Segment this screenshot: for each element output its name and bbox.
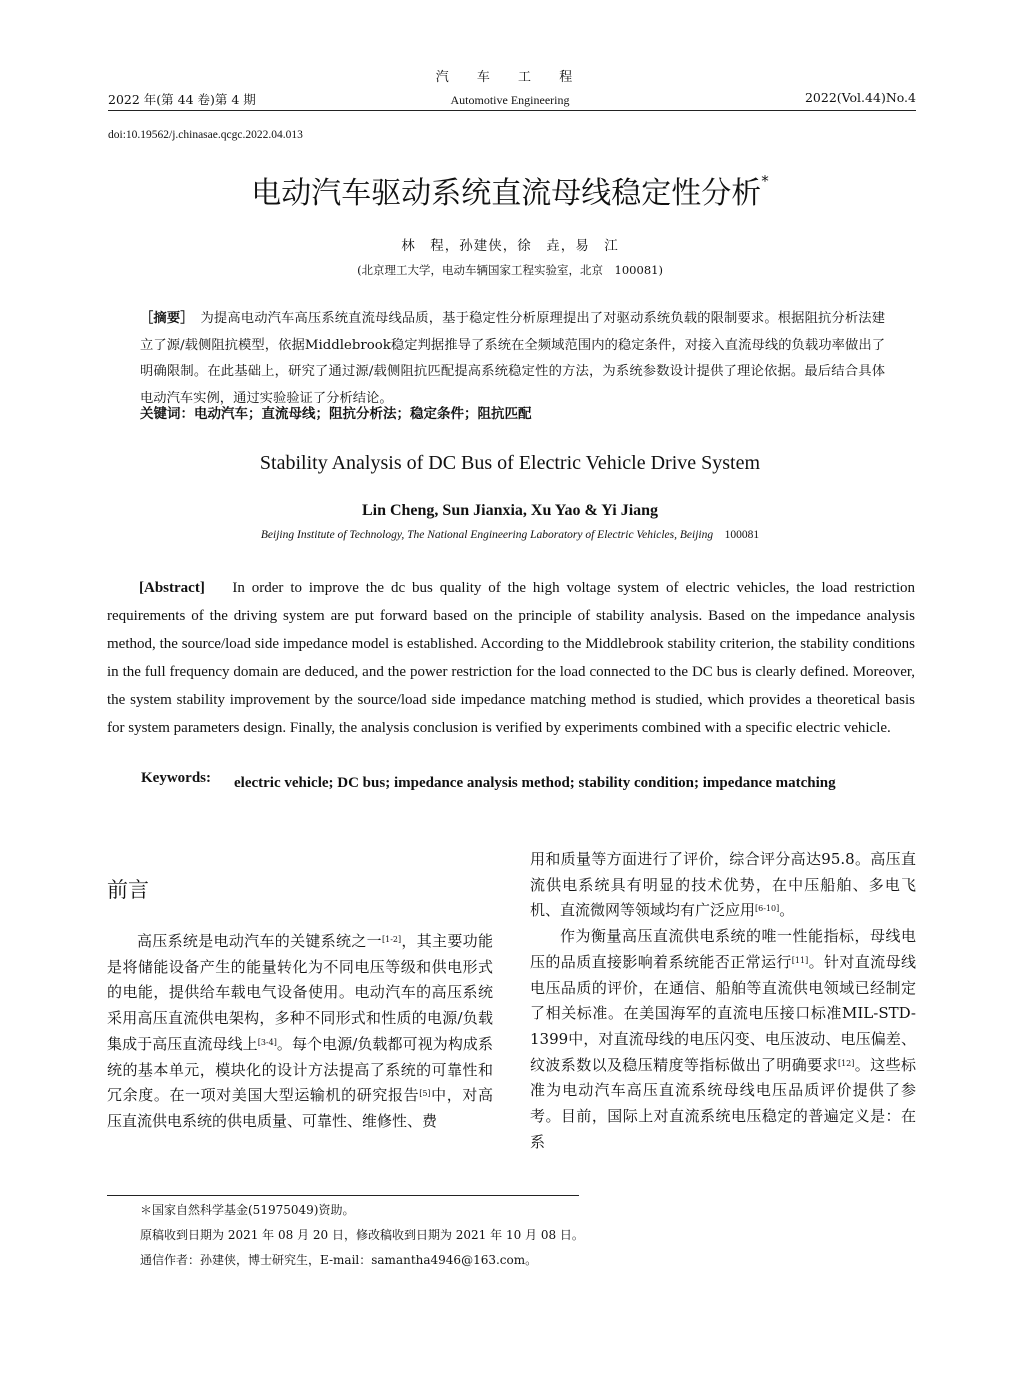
issue-en: 2022(Vol.44)No.4 bbox=[804, 90, 916, 105]
footnote-contact: 通信作者：孙建侠，博士研究生，E-mail：samantha4946@163.com。 bbox=[140, 1253, 538, 1267]
affiliation-en bbox=[0, 529, 1020, 541]
affiliation-en-zip: 100081 bbox=[724, 529, 760, 541]
abstract-cn-label: ［摘要］ bbox=[140, 311, 188, 326]
text-run: 用和质量等方面进行了评价，综合评分高达95.8。高压直流供电系统具有明显的技术优势，在中压船舶、多电飞机、直流微网等领域均有广泛应用 bbox=[530, 850, 916, 920]
citation: [12] bbox=[837, 1058, 855, 1068]
citation: [11] bbox=[791, 955, 809, 965]
right-column bbox=[530, 847, 916, 1155]
citation: [3-4] bbox=[257, 1037, 277, 1047]
header-rule bbox=[108, 110, 916, 111]
title-cn bbox=[0, 168, 1020, 212]
abstract-cn bbox=[140, 306, 885, 412]
affiliation-en-text: Beijing Institute of Technology, The National Engineering Laboratory of Electric Vehicles, Beijing bbox=[260, 529, 714, 541]
title-footnote-mark: * bbox=[761, 172, 769, 190]
footnote-dates: 原稿收到日期为 2021 年 08 月 20 日，修改稿收到日期为 2021 年 10 月 08 日。 bbox=[140, 1228, 584, 1242]
title-en: Stability Analysis of DC Bus of Electric Vehicle Drive System bbox=[259, 452, 761, 474]
text-run: 。每个电源/负载都可视为构成系统的基本单元，模块化的设计方法提高了系统的可靠性和冗余度。在一项对美国大型运输机的研究报告 bbox=[107, 1034, 493, 1105]
section-title: 前言 bbox=[107, 878, 149, 902]
text-run: 。 bbox=[779, 901, 795, 920]
authors-en: Lin Cheng, Sun Jianxia, Xu Yao & Yi Jiang bbox=[361, 502, 659, 519]
journal-name-en: Automotive Engineering bbox=[450, 93, 570, 107]
abstract-en-label: [Abstract] bbox=[139, 580, 205, 596]
journal-name-cn: 汽 车 工 程 bbox=[435, 70, 585, 85]
abstract-cn-text: 为提高电动汽车高压系统直流母线品质，基于稳定性分析原理提出了对驱动系统负载的限制要求。根据阻抗分析法建立了源/载侧阻抗模型，依据Middlebrook稳定判据推导了系统在全频域范围内的稳定条件，对接入直流母线的负载功率做出了明确限制。在此基础上，研究了通过源/载侧阻抗匹配提高系统稳定性的方法，为系统参数设计提供了理论依据。最后结合具体电动汽车实例，通过实验验证了分析结论。 bbox=[140, 311, 886, 406]
text-run: ，其主要功能是将储能设备产生的能量转化为不同电压等级和供电形式的电能，提供给车载电气设备使用。电动汽车的高压系统采用高压直流供电架构，多种不同形式和性质的电源/负载集成于高压直流母线上 bbox=[107, 932, 493, 1053]
text-run: 作为衡量高压直流供电系统的唯一性能指标，母线电压的品质直接影响着系统能否正常运行 bbox=[530, 927, 916, 971]
abstract-en bbox=[107, 574, 915, 742]
keywords-en-label: Keywords: bbox=[141, 770, 211, 786]
footnote-fund: ＊国家自然科学基金(51975049)资助。 bbox=[140, 1203, 355, 1217]
left-column bbox=[107, 929, 493, 1135]
citation: [5] bbox=[419, 1089, 431, 1099]
abstract-en-text: In order to improve the dc bus quality of the high voltage system of electric vehicles, the load restriction requirements of the driving system are put forward based on the principle of stability analysis. Based on the impedance analysis method, the source/load side impedance model is established. According to the Middlebrook stability criterion, the stability conditions in the full frequency domain are deduced, and the power restriction for the load connected to the DC bus is clearly defined. Moreover, the system stability improvement by the source/load side impedance matching method is studied, which provides a theoretical basis for system parameters design. Finally, the analysis conclusion is verified by experiments combined with a specific electric vehicle. bbox=[107, 580, 916, 736]
text-run: 。针对直流母线电压品质的评价，在通信、船舶等直流供电领域已经制定了相关标准。在美国海军的直流电压接口标准MIL-STD-1399中，对直流母线的电压闪变、电压波动、电压偏差、纹波系数以及稳压精度等指标做出了明确要求 bbox=[530, 952, 916, 1074]
title-cn-text: 电动汽车驱动系统直流母线稳定性分析 bbox=[251, 176, 762, 211]
footnote-rule bbox=[107, 1195, 579, 1196]
citation: [1-2] bbox=[381, 935, 402, 944]
paragraph bbox=[530, 924, 916, 1155]
text-run: 高压系统是电动汽车的关键系统之一 bbox=[137, 932, 382, 950]
paragraph bbox=[530, 847, 916, 924]
paragraph bbox=[107, 929, 493, 1135]
issue-cn: 2022 年(第 44 卷)第 4 期 bbox=[108, 92, 256, 107]
citation: [6-10] bbox=[755, 904, 780, 914]
text-run: 。这些标准为电动汽车高压直流系统母线电压品质评价提供了参考。目前，国际上对直流系统电压稳定的普遍定义是：在系 bbox=[530, 1055, 916, 1151]
keywords-en-text: electric vehicle; DC bus; impedance analysis method; stability condition; impedance matching bbox=[234, 775, 836, 791]
keywords-cn: 关键词：电动汽车；直流母线；阻抗分析法；稳定条件；阻抗匹配 bbox=[140, 406, 532, 422]
authors-cn: 林 程，孙建侠，徐 垚，易 江 bbox=[401, 238, 619, 254]
doi: doi:10.19562/j.chinasae.qcgc.2022.04.013 bbox=[108, 129, 303, 141]
text-run: 中，对高压直流供电系统的供电质量、可靠性、维修性、费 bbox=[107, 1086, 493, 1130]
affiliation-cn: (北京理工大学，电动车辆国家工程实验室，北京 100081) bbox=[357, 263, 663, 277]
